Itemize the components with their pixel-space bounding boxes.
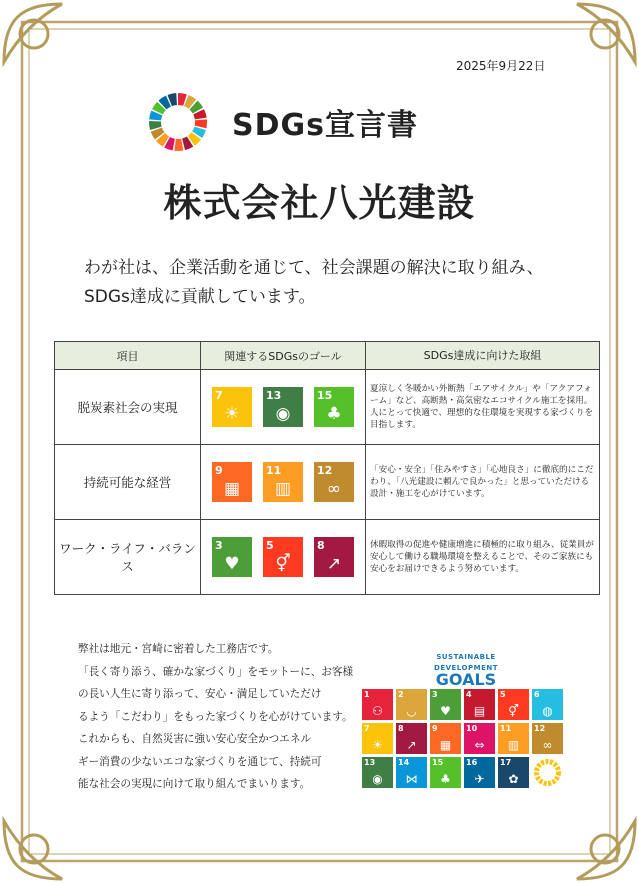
closing-line: これからも、自然災害に強い安心安全かつエネル <box>78 733 312 745</box>
closing-line: の長い人生に寄り添って、安心・満足していただけ <box>78 688 322 700</box>
poster-goals-word: GOALS <box>435 670 497 689</box>
row-goals <box>201 445 366 520</box>
sdgs-wheel-icon <box>148 92 208 152</box>
declaration-date: 2025年9月22日 <box>456 59 546 73</box>
sdg-goal-7-icon: 7 ☀ <box>212 387 252 427</box>
row-goals <box>201 520 366 595</box>
poster-title <box>362 652 570 689</box>
table-header-row <box>55 342 600 370</box>
sdg-goal-8-icon: 8 ↗ <box>314 537 354 577</box>
closing-line: 能な社会の実現に向けて取り組んでまいります。 <box>78 778 311 790</box>
poster-line: DEVELOPMENT <box>434 664 498 672</box>
table-row <box>55 370 600 445</box>
sdg-tile-13-icon: 13 ◉ <box>362 757 393 788</box>
sdg-tile-14-icon: 14 ⋈ <box>396 757 427 788</box>
sdg-tile-1-icon: 1 ⚇ <box>362 689 393 720</box>
sdgs-wheel-icon <box>532 757 563 788</box>
sdg-tile-9-icon: 9 ▦ <box>430 723 461 754</box>
sdg-tile-4-icon: 4 ▤ <box>464 689 495 720</box>
header-goals: 関連するSDGsのゴール <box>201 342 366 370</box>
row-action: 夏涼しく冬暖かい外断熱「エアサイクル」や「アクアフォーム」など、高断熱・高気密なエコサイクル施工を採用。人にとって快適で、理想的な住環境を実現する家づくりを目指します。 <box>366 370 600 445</box>
closing-line: るよう「こだわり」をもった家づくりを心がけています。 <box>78 710 353 723</box>
table-row <box>55 520 600 595</box>
header-item: 項目 <box>55 342 201 370</box>
sdg-tile-8-icon: 8 ↗ <box>396 723 427 754</box>
intro-line: SDGs達成に貢献しています。 <box>84 287 316 307</box>
wheel-segment <box>195 119 207 128</box>
closing-statement <box>78 638 353 796</box>
sdg-goal-13-icon: 13 ◉ <box>263 387 303 427</box>
sdg-tile-16-icon: 16 ✈ <box>464 757 495 788</box>
sdg-goal-9-icon: 9 ▦ <box>212 462 252 502</box>
company-name: 株式会社八光建設 <box>163 181 476 225</box>
sdg-tile-6-icon: 6 ◍ <box>532 689 563 720</box>
header-actions: SDGs達成に向けた取組 <box>366 342 600 370</box>
row-item: 持続可能な経営 <box>55 445 201 520</box>
closing-line: 「長く寄り添う、確かな家づくり」をモットーに、お客様 <box>78 665 354 678</box>
row-action: 「安心・安全」「住みやすさ」「心地良さ」に徹底的にこだわり、「八光建設に頼んで良かった」と思っていただける設計・施工を心がけています。 <box>366 445 600 520</box>
row-goals <box>201 370 366 445</box>
sdg-tile-2-icon: 2 ◡ <box>396 689 427 720</box>
sdg-tile-3-icon: 3 ♥ <box>430 689 461 720</box>
table-row <box>55 445 600 520</box>
sdgs-poster <box>362 652 570 788</box>
sdgs-goals-table <box>54 341 600 595</box>
row-item: ワーク・ライフ・バランス <box>55 520 201 595</box>
sdg-goal-3-icon: 3 ♥ <box>212 537 252 577</box>
page-title: SDGs宣言書 <box>232 108 418 143</box>
closing-line: 弊社は地元・宮崎に密着した工務店です。 <box>78 643 279 655</box>
row-item: 脱炭素社会の実現 <box>55 370 201 445</box>
sdg-goal-12-icon: 12 ∞ <box>314 462 354 502</box>
sdg-tile-15-icon: 15 ♣ <box>430 757 461 788</box>
sdg-tile-12-icon: 12 ∞ <box>532 723 563 754</box>
intro-line: わが社は、企業活動を通じて、社会課題の解決に取り組み、 <box>84 258 544 278</box>
sdg-tile-5-icon: 5 ⚥ <box>498 689 529 720</box>
poster-line: SUSTAINABLE <box>436 653 496 661</box>
sdg-goal-11-icon: 11 ▥ <box>263 462 303 502</box>
title-row <box>148 92 418 152</box>
sdg-goal-5-icon: 5 ⚥ <box>263 537 303 577</box>
row-action: 休暇取得の促進や健康増進に積極的に取り組み、従業員が安心して働ける職場環境を整えることで、そのご家族にも安心をお届けできるよう努めています。 <box>366 520 600 595</box>
sdg-tile-10-icon: 10 ⇔ <box>464 723 495 754</box>
sdg-tile-7-icon: 7 ☀ <box>362 723 393 754</box>
wheel-segment <box>174 139 183 151</box>
intro-text <box>84 254 544 312</box>
goals-grid <box>362 689 570 788</box>
sdg-goal-15-icon: 15 ♣ <box>314 387 354 427</box>
sdg-tile-17-icon: 17 ✿ <box>498 757 529 788</box>
sdg-tile-11-icon: 11 ▥ <box>498 723 529 754</box>
closing-line: ギー消費の少ないエコな家づくりを通じて、持続可 <box>78 755 322 768</box>
